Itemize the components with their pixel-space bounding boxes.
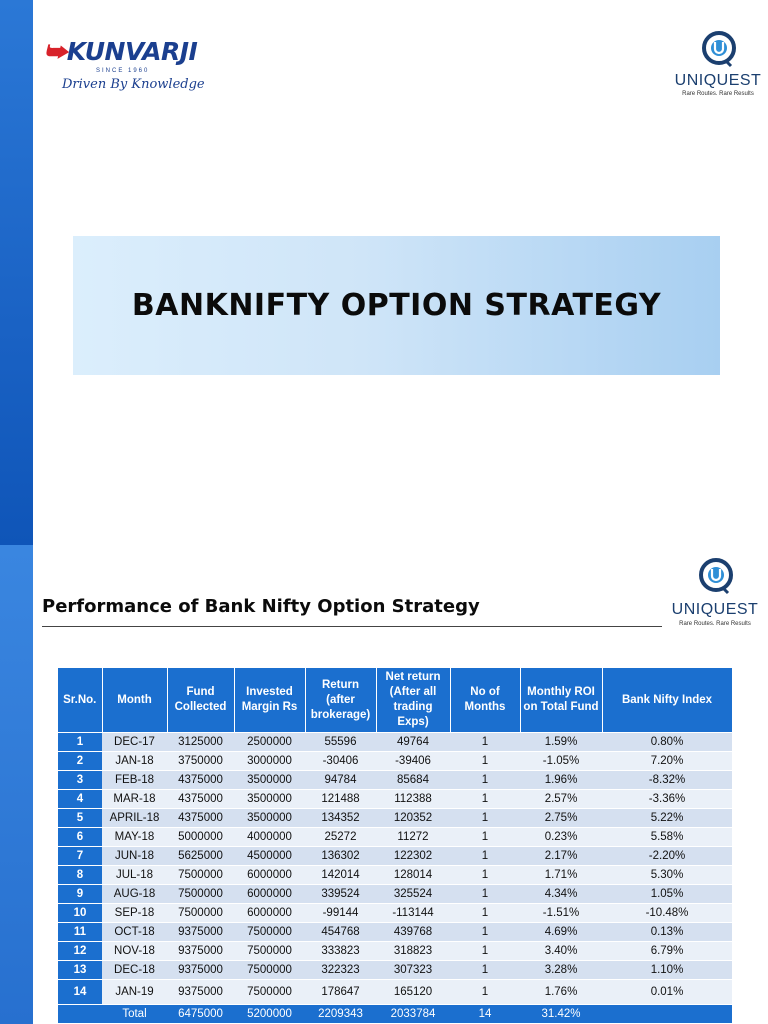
table-row bbox=[58, 866, 732, 885]
cell-sr-no: 6 bbox=[58, 828, 102, 847]
table-row bbox=[58, 771, 732, 790]
cell-fund-collected: 7500000 bbox=[167, 866, 234, 885]
cell-sr-no: 2 bbox=[58, 752, 102, 771]
total-cell-no-of-months: 14 bbox=[450, 1005, 520, 1024]
cell-return: 55596 bbox=[305, 733, 376, 752]
cell-bank-nifty-index: 7.20% bbox=[602, 752, 732, 771]
header-return: Return (after brokerage) bbox=[305, 668, 376, 733]
title-underline bbox=[42, 626, 662, 627]
cell-bank-nifty-index: 1.05% bbox=[602, 885, 732, 904]
cell-sr-no: 7 bbox=[58, 847, 102, 866]
cell-net-return: 325524 bbox=[376, 885, 450, 904]
header-fund-collected: Fund Collected bbox=[167, 668, 234, 733]
cell-monthly-roi: 0.23% bbox=[520, 828, 602, 847]
cell-sr-no: 1 bbox=[58, 733, 102, 752]
table-row bbox=[58, 809, 732, 828]
cell-month: JUL-18 bbox=[102, 866, 167, 885]
cell-sr-no: 11 bbox=[58, 923, 102, 942]
cell-bank-nifty-index: 0.13% bbox=[602, 923, 732, 942]
cell-month: APRIL-18 bbox=[102, 809, 167, 828]
cell-sr-no: 5 bbox=[58, 809, 102, 828]
cell-monthly-roi: 1.71% bbox=[520, 866, 602, 885]
header-bank-nifty-index: Bank Nifty Index bbox=[602, 668, 732, 733]
cell-no-of-months: 1 bbox=[450, 790, 520, 809]
cell-net-return: 439768 bbox=[376, 923, 450, 942]
table-row bbox=[58, 733, 732, 752]
cell-net-return: 120352 bbox=[376, 809, 450, 828]
cell-no-of-months: 1 bbox=[450, 809, 520, 828]
cell-invested-margin: 6000000 bbox=[234, 866, 305, 885]
total-cell-invested-margin: 5200000 bbox=[234, 1005, 305, 1024]
title-banner bbox=[73, 236, 720, 375]
cell-invested-margin: 3000000 bbox=[234, 752, 305, 771]
cell-fund-collected: 3125000 bbox=[167, 733, 234, 752]
cell-month: MAY-18 bbox=[102, 828, 167, 847]
cell-fund-collected: 9375000 bbox=[167, 980, 234, 1005]
cell-month: DEC-17 bbox=[102, 733, 167, 752]
kunvarji-logo bbox=[44, 38, 214, 100]
total-cell-return: 2209343 bbox=[305, 1005, 376, 1024]
cell-sr-no: 10 bbox=[58, 904, 102, 923]
cell-monthly-roi: 4.34% bbox=[520, 885, 602, 904]
cell-no-of-months: 1 bbox=[450, 828, 520, 847]
cell-return: 333823 bbox=[305, 942, 376, 961]
cell-net-return: 128014 bbox=[376, 866, 450, 885]
cell-bank-nifty-index: 0.01% bbox=[602, 980, 732, 1005]
uniquest-emblem-icon bbox=[698, 557, 734, 595]
cell-no-of-months: 1 bbox=[450, 771, 520, 790]
cell-sr-no: 3 bbox=[58, 771, 102, 790]
cell-no-of-months: 1 bbox=[450, 961, 520, 980]
cell-net-return: 85684 bbox=[376, 771, 450, 790]
header-month: Month bbox=[102, 668, 167, 733]
cell-invested-margin: 3500000 bbox=[234, 790, 305, 809]
cell-return: 454768 bbox=[305, 923, 376, 942]
cell-monthly-roi: 1.59% bbox=[520, 733, 602, 752]
cell-sr-no: 13 bbox=[58, 961, 102, 980]
table-row bbox=[58, 885, 732, 904]
cell-net-return: 112388 bbox=[376, 790, 450, 809]
cell-fund-collected: 5625000 bbox=[167, 847, 234, 866]
cell-return: 94784 bbox=[305, 771, 376, 790]
cell-monthly-roi: 2.57% bbox=[520, 790, 602, 809]
performance-table bbox=[58, 668, 733, 1023]
cell-monthly-roi: 2.75% bbox=[520, 809, 602, 828]
cell-no-of-months: 1 bbox=[450, 733, 520, 752]
cell-month: JUN-18 bbox=[102, 847, 167, 866]
cell-return: -99144 bbox=[305, 904, 376, 923]
cell-return: -30406 bbox=[305, 752, 376, 771]
table-row bbox=[58, 752, 732, 771]
cell-return: 136302 bbox=[305, 847, 376, 866]
cell-no-of-months: 1 bbox=[450, 752, 520, 771]
uniquest-name: UNIQUEST bbox=[674, 72, 762, 89]
cell-return: 121488 bbox=[305, 790, 376, 809]
cell-invested-margin: 4500000 bbox=[234, 847, 305, 866]
cell-monthly-roi: 1.96% bbox=[520, 771, 602, 790]
cell-month: JAN-18 bbox=[102, 752, 167, 771]
cell-fund-collected: 7500000 bbox=[167, 885, 234, 904]
cell-fund-collected: 9375000 bbox=[167, 961, 234, 980]
cell-month: AUG-18 bbox=[102, 885, 167, 904]
cell-bank-nifty-index: -10.48% bbox=[602, 904, 732, 923]
cell-net-return: 307323 bbox=[376, 961, 450, 980]
cell-no-of-months: 1 bbox=[450, 885, 520, 904]
cell-return: 339524 bbox=[305, 885, 376, 904]
table-row bbox=[58, 961, 732, 980]
total-cell-bank-nifty-index bbox=[602, 1005, 732, 1024]
cell-invested-margin: 4000000 bbox=[234, 828, 305, 847]
cell-bank-nifty-index: 6.79% bbox=[602, 942, 732, 961]
table-row bbox=[58, 828, 732, 847]
cell-bank-nifty-index: -3.36% bbox=[602, 790, 732, 809]
table-row bbox=[58, 942, 732, 961]
cell-net-return: 122302 bbox=[376, 847, 450, 866]
total-cell-monthly-roi: 31.42% bbox=[520, 1005, 602, 1024]
cell-bank-nifty-index: 5.30% bbox=[602, 866, 732, 885]
cell-sr-no: 8 bbox=[58, 866, 102, 885]
cell-no-of-months: 1 bbox=[450, 942, 520, 961]
total-cell-fund-collected: 6475000 bbox=[167, 1005, 234, 1024]
cell-no-of-months: 1 bbox=[450, 980, 520, 1005]
table-row bbox=[58, 847, 732, 866]
table-row bbox=[58, 904, 732, 923]
uniquest-tagline: Rare Routes. Rare Results bbox=[679, 621, 751, 627]
header-invested-margin: Invested Margin Rs bbox=[234, 668, 305, 733]
cell-month: OCT-18 bbox=[102, 923, 167, 942]
cell-monthly-roi: 4.69% bbox=[520, 923, 602, 942]
cell-month: DEC-18 bbox=[102, 961, 167, 980]
header-no-of-months: No of Months bbox=[450, 668, 520, 733]
cell-bank-nifty-index: -2.20% bbox=[602, 847, 732, 866]
uniquest-logo bbox=[668, 30, 768, 100]
cell-invested-margin: 7500000 bbox=[234, 942, 305, 961]
cell-sr-no: 9 bbox=[58, 885, 102, 904]
uniquest-logo bbox=[665, 557, 765, 627]
cell-monthly-roi: 2.17% bbox=[520, 847, 602, 866]
kunvarji-since: SINCE 1960 bbox=[96, 68, 150, 74]
cell-bank-nifty-index: -8.32% bbox=[602, 771, 732, 790]
kunvarji-brand: ⮩KUNVARJI bbox=[44, 37, 198, 66]
cell-no-of-months: 1 bbox=[450, 866, 520, 885]
cell-net-return: -39406 bbox=[376, 752, 450, 771]
cell-return: 322323 bbox=[305, 961, 376, 980]
left-accent-bar bbox=[0, 0, 33, 545]
cell-fund-collected: 7500000 bbox=[167, 904, 234, 923]
table-total-row bbox=[58, 1005, 732, 1024]
slide-title: BANKNIFTY OPTION STRATEGY bbox=[131, 288, 662, 323]
left-accent-bar bbox=[0, 545, 33, 1024]
cell-monthly-roi: 3.40% bbox=[520, 942, 602, 961]
cell-invested-margin: 2500000 bbox=[234, 733, 305, 752]
cell-bank-nifty-index: 5.58% bbox=[602, 828, 732, 847]
cell-no-of-months: 1 bbox=[450, 904, 520, 923]
cell-fund-collected: 4375000 bbox=[167, 771, 234, 790]
cell-fund-collected: 9375000 bbox=[167, 942, 234, 961]
total-cell-net-return: 2033784 bbox=[376, 1005, 450, 1024]
cell-bank-nifty-index: 5.22% bbox=[602, 809, 732, 828]
cell-sr-no: 14 bbox=[58, 980, 102, 1005]
cell-fund-collected: 9375000 bbox=[167, 923, 234, 942]
cell-invested-margin: 6000000 bbox=[234, 904, 305, 923]
performance-title: Performance of Bank Nifty Option Strategy bbox=[42, 596, 480, 617]
cell-month: NOV-18 bbox=[102, 942, 167, 961]
cell-fund-collected: 4375000 bbox=[167, 809, 234, 828]
header-net-return: Net return (After all trading Exps) bbox=[376, 668, 450, 733]
cell-no-of-months: 1 bbox=[450, 923, 520, 942]
cell-bank-nifty-index: 1.10% bbox=[602, 961, 732, 980]
cell-bank-nifty-index: 0.80% bbox=[602, 733, 732, 752]
cell-fund-collected: 5000000 bbox=[167, 828, 234, 847]
cell-month: FEB-18 bbox=[102, 771, 167, 790]
cell-net-return: 318823 bbox=[376, 942, 450, 961]
cell-net-return: 49764 bbox=[376, 733, 450, 752]
table-row bbox=[58, 923, 732, 942]
cell-fund-collected: 4375000 bbox=[167, 790, 234, 809]
cell-invested-margin: 3500000 bbox=[234, 809, 305, 828]
table-row bbox=[58, 980, 732, 1005]
cell-no-of-months: 1 bbox=[450, 847, 520, 866]
cell-invested-margin: 7500000 bbox=[234, 961, 305, 980]
cell-invested-margin: 3500000 bbox=[234, 771, 305, 790]
cell-invested-margin: 7500000 bbox=[234, 980, 305, 1005]
header-monthly-roi: Monthly ROI on Total Fund bbox=[520, 668, 602, 733]
cell-fund-collected: 3750000 bbox=[167, 752, 234, 771]
cell-month: MAR-18 bbox=[102, 790, 167, 809]
uniquest-name: UNIQUEST bbox=[671, 601, 759, 618]
cell-net-return: 11272 bbox=[376, 828, 450, 847]
cell-sr-no: 12 bbox=[58, 942, 102, 961]
cell-monthly-roi: -1.51% bbox=[520, 904, 602, 923]
table-header-row bbox=[58, 668, 732, 733]
cell-month: JAN-19 bbox=[102, 980, 167, 1005]
total-cell-month: Total bbox=[102, 1005, 167, 1024]
cell-net-return: -113144 bbox=[376, 904, 450, 923]
total-cell-sr-no bbox=[58, 1005, 102, 1024]
kunvarji-tagline: Driven By Knowledge bbox=[62, 77, 205, 92]
cell-monthly-roi: -1.05% bbox=[520, 752, 602, 771]
cell-invested-margin: 7500000 bbox=[234, 923, 305, 942]
cell-return: 134352 bbox=[305, 809, 376, 828]
cell-monthly-roi: 1.76% bbox=[520, 980, 602, 1005]
cell-return: 178647 bbox=[305, 980, 376, 1005]
header-sr-no: Sr.No. bbox=[58, 668, 102, 733]
cell-sr-no: 4 bbox=[58, 790, 102, 809]
cell-invested-margin: 6000000 bbox=[234, 885, 305, 904]
cell-return: 142014 bbox=[305, 866, 376, 885]
cell-monthly-roi: 3.28% bbox=[520, 961, 602, 980]
cell-month: SEP-18 bbox=[102, 904, 167, 923]
table-row bbox=[58, 790, 732, 809]
uniquest-tagline: Rare Routes. Rare Results bbox=[682, 91, 754, 97]
cell-return: 25272 bbox=[305, 828, 376, 847]
performance-slide bbox=[0, 545, 768, 1024]
cell-net-return: 165120 bbox=[376, 980, 450, 1005]
uniquest-emblem-icon bbox=[701, 30, 737, 68]
